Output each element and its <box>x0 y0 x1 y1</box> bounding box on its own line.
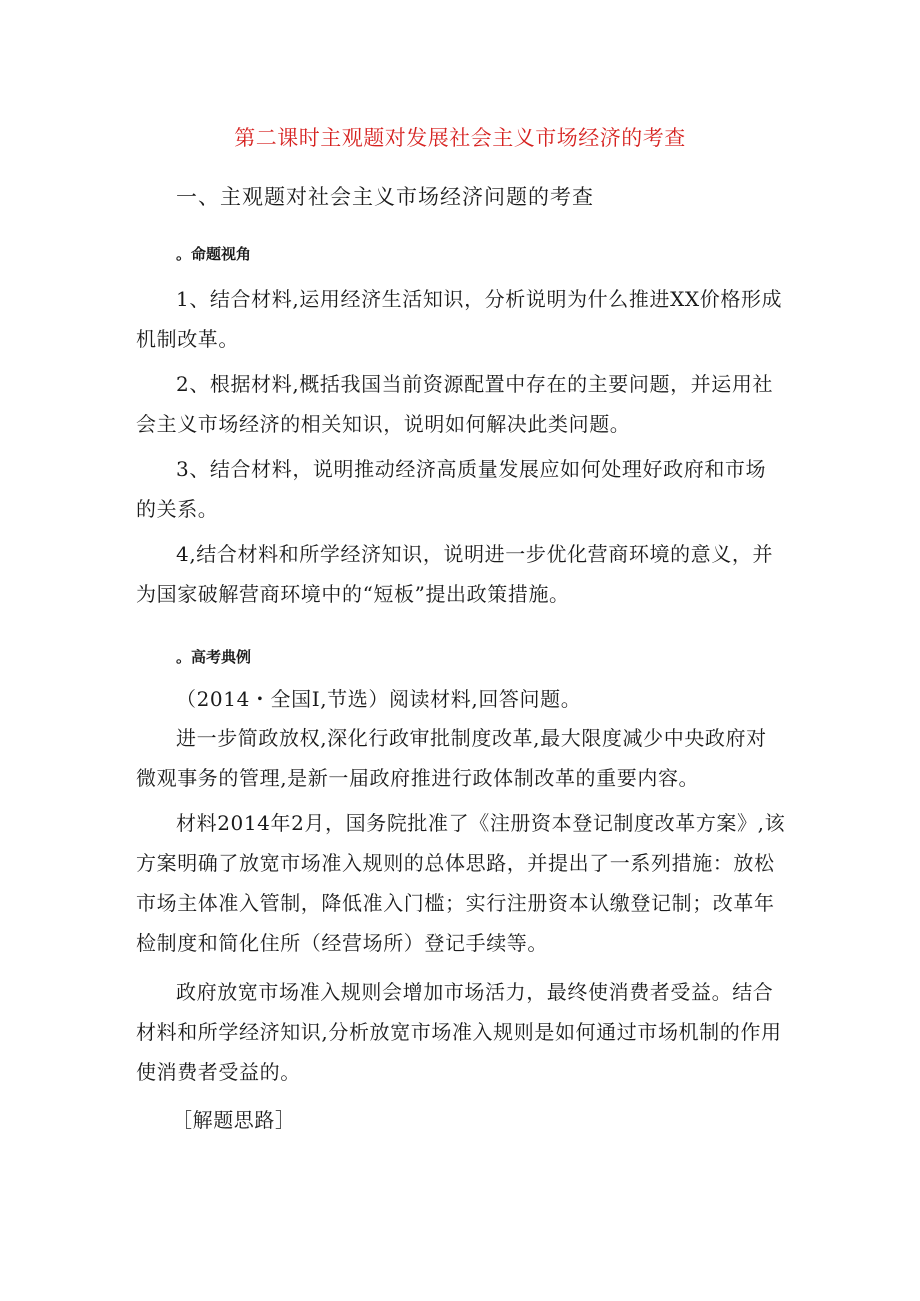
example-source: （2014・全国I,节选）阅读材料,回答问题。 <box>176 687 582 711</box>
example-label: 。高考典例 <box>176 648 252 666</box>
example-paragraph-3: 政府放宽市场准入规则会增加市场活力，最终使消费者受益。结合材料和所学经济知识,分析放宽市场准入规则是如何通过市场机制的作用使消费者受益的。 <box>136 980 782 1084</box>
perspective-item-3: 3、结合材料，说明推动经济高质量发展应如何处理好政府和市场的关系。 <box>136 457 767 521</box>
solution-label: ［解题思路］ <box>172 1108 296 1132</box>
section-heading: 一、主观题对社会主义市场经济问题的考查 <box>176 185 594 209</box>
perspective-item-4: 4,结合材料和所学经济知识，说明进一步优化营商环境的意义，并为国家破解营商环境中的“短板”提出政策措施。 <box>136 542 774 606</box>
example-paragraph-2: 材料2014年2月，国务院批准了《注册资本登记制度改革方案》,该方案明确了放宽市场准入规则的总体思路，并提出了一系列措施：放松市场主体准入管制，降低准入门槛；实行注册资本认缴登记制；改革年检制度和简化住所（经营场所）登记手续等。 <box>136 811 786 955</box>
example-paragraph-1: 进一步简政放权,深化行政审批制度改革,最大限度减少中央政府对微观事务的管理,是新一届政府推进行政体制改革的重要内容。 <box>136 726 767 790</box>
page-title: 第二课时主观题对发展社会主义市场经济的考查 <box>234 126 686 150</box>
perspective-item-1: 1、结合材料,运用经济生活知识，分析说明为什么推进XX价格形成机制改革。 <box>136 287 783 351</box>
perspective-item-2: 2、根据材料,概括我国当前资源配置中存在的主要问题，并运用社会主义市场经济的相关知识，说明如何解决此类问题。 <box>136 372 774 436</box>
perspective-label: 。命题视角 <box>176 245 252 263</box>
